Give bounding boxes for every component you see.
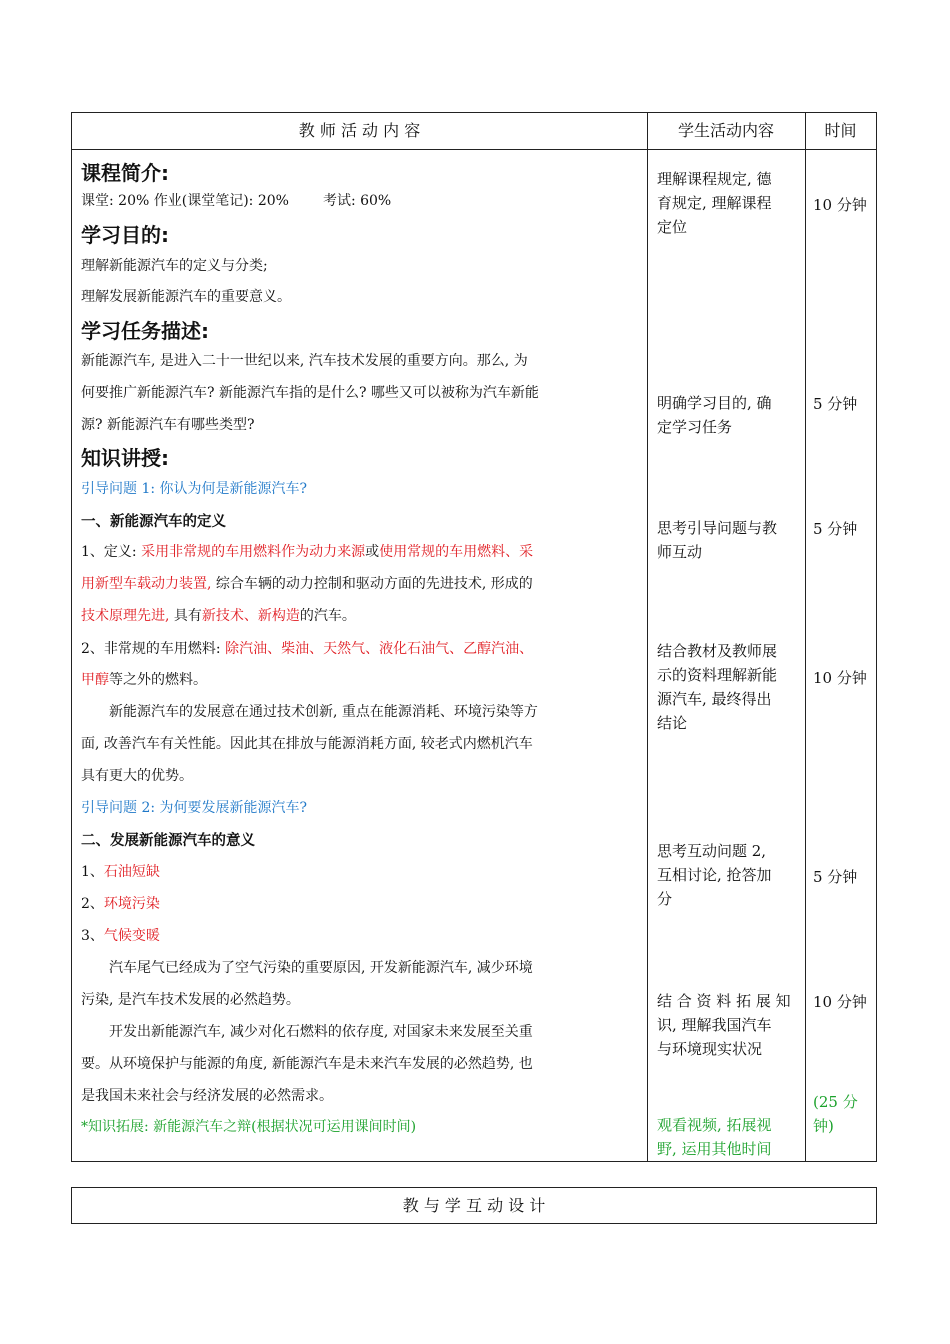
grading-a: 课堂: 20% 作业(课堂笔记): 20%	[81, 193, 289, 209]
grading-line	[81, 191, 391, 211]
heading-goal: 学习目的:	[81, 223, 169, 247]
student-line: 野, 运用其他时间	[657, 1140, 772, 1158]
student-activity-4	[657, 639, 802, 735]
para-3-line-1: 开发出新能源汽车, 减少对化石燃料的依存度, 对国家未来发展至关重	[109, 1024, 533, 1040]
reason-3	[81, 926, 160, 946]
header-time: 时间	[824, 121, 857, 140]
fuel-red-2: 甲醇	[81, 672, 109, 688]
time-7	[813, 1090, 858, 1138]
def-has: 具有	[169, 608, 202, 624]
fuel-line-2	[81, 670, 207, 690]
guide-question-2: 引导问题 2: 为何要发展新能源汽车?	[81, 800, 308, 816]
task-line-1: 新能源汽车, 是进入二十一世纪以来, 汽车技术发展的重要方向。那么, 为	[81, 353, 528, 369]
time-2: 5 分钟	[813, 395, 858, 413]
heading-task: 学习任务描述:	[81, 319, 209, 343]
col-divider	[647, 113, 648, 1161]
student-line: 定学习任务	[657, 418, 733, 436]
student-line: 定位	[657, 218, 688, 236]
time-line: (25 分	[813, 1093, 858, 1111]
header-student: 学生活动内容	[677, 121, 774, 140]
def-red-5: 新技术、新构造	[201, 608, 300, 624]
student-line: 结 合 资 料 拓 展 知	[657, 992, 791, 1010]
time-5: 5 分钟	[813, 868, 858, 886]
goal-2: 理解发展新能源汽车的重要意义。	[81, 289, 291, 305]
col-divider	[805, 113, 806, 1161]
reason-num: 3、	[81, 928, 104, 944]
student-line: 观看视频, 拓展视	[657, 1116, 772, 1134]
heading-knowledge: 知识讲授:	[81, 446, 169, 470]
interaction-design-title: 教 与 学 互 动 设 计	[71, 1187, 877, 1224]
heading-intro: 课程简介:	[81, 161, 169, 185]
def-end: 的汽车。	[299, 608, 356, 624]
fuel-label: 2、非常规的车用燃料:	[81, 641, 226, 657]
reason-text: 气候变暖	[103, 928, 160, 944]
para-1-line-1: 新能源汽车的发展意在通过技术创新, 重点在能源消耗、环境污染等方	[109, 704, 538, 720]
student-line: 明确学习目的, 确	[657, 394, 772, 412]
para-1-line-2: 面, 改善汽车有关性能。因此其在排放与能源消耗方面, 较老式内燃机汽车	[81, 736, 533, 752]
reason-2	[81, 894, 160, 914]
student-line: 源汽车, 最终得出	[657, 690, 772, 708]
fuel-end: 等之外的燃料。	[109, 672, 207, 688]
def-red-1: 采用非常规的车用燃料作为动力来源	[141, 544, 366, 560]
student-activity-5	[657, 839, 802, 911]
fuel-line-1	[81, 639, 533, 659]
time-6: 10 分钟	[813, 993, 867, 1011]
definition-line-3	[81, 606, 356, 626]
student-line: 互相讨论, 抢答加	[657, 866, 772, 884]
section-1-title: 一、新能源汽车的定义	[81, 513, 226, 530]
lesson-table	[71, 112, 877, 1162]
student-line: 结合教材及教师展	[657, 642, 778, 660]
student-line: 师互动	[657, 543, 703, 561]
time-line: 钟)	[813, 1117, 834, 1135]
fuel-red-1: 除汽油、柴油、天然气、液化石油气、乙醇汽油、	[225, 641, 534, 657]
def-text: 综合车辆的动力控制和驱动方面的先进技术, 形成的	[211, 576, 533, 592]
student-activity-3	[657, 516, 802, 564]
guide-question-1: 引导问题 1: 你认为何是新能源汽车?	[81, 481, 308, 497]
para-3-line-2: 要。从环境保护与能源的角度, 新能源汽车是未来汽车发展的必然趋势, 也	[81, 1056, 533, 1072]
header-divider	[72, 149, 876, 150]
student-line: 结论	[657, 714, 688, 732]
student-activity-6	[657, 989, 802, 1061]
reason-1	[81, 862, 160, 882]
def-red-4: 技术原理先进,	[81, 608, 170, 624]
definition-line-1	[81, 542, 533, 562]
reason-text: 石油短缺	[103, 864, 160, 880]
student-line: 思考互动问题 2,	[657, 842, 767, 860]
def-red-2: 使用常规的车用燃料、采	[379, 544, 534, 560]
student-line: 育规定, 理解课程	[657, 194, 772, 212]
reason-num: 2、	[81, 896, 104, 912]
def-or: 或	[365, 544, 380, 560]
time-4: 10 分钟	[813, 669, 867, 687]
def-label: 1、定义:	[81, 544, 142, 560]
task-line-3: 源? 新能源汽车有哪些类型?	[81, 417, 255, 433]
time-1: 10 分钟	[813, 196, 867, 214]
time-3: 5 分钟	[813, 520, 858, 538]
student-line: 与环境现实状况	[657, 1040, 763, 1058]
para-1-line-3: 具有更大的优势。	[81, 768, 193, 784]
student-line: 思考引导问题与教	[657, 519, 778, 537]
reason-text: 环境污染	[103, 896, 160, 912]
student-line: 分	[657, 890, 673, 908]
para-2-line-2: 污染, 是汽车技术发展的必然趋势。	[81, 992, 300, 1008]
task-line-2: 何要推广新能源汽车? 新能源汽车指的是什么? 哪些又可以被称为汽车新能	[81, 385, 539, 401]
section-2-title: 二、发展新能源汽车的意义	[81, 832, 255, 849]
grading-b: 考试: 60%	[322, 193, 392, 209]
student-line: 示的资料理解新能	[657, 666, 778, 684]
student-activity-1	[657, 167, 802, 239]
para-2-line-1: 汽车尾气已经成为了空气污染的重要原因, 开发新能源汽车, 减少环境	[109, 960, 533, 976]
def-red-3: 用新型车载动力装置,	[81, 576, 212, 592]
student-activity-7	[657, 1113, 802, 1161]
student-line: 理解课程规定, 德	[657, 170, 772, 188]
student-activity-2	[657, 391, 802, 439]
knowledge-extension: *知识拓展: 新能源汽车之辩(根据状况可运用课间时间)	[81, 1119, 417, 1135]
student-line: 识, 理解我国汽车	[657, 1016, 772, 1034]
goal-1: 理解新能源汽车的定义与分类;	[81, 258, 268, 274]
para-3-line-3: 是我国未来社会与经济发展的必然需求。	[81, 1088, 333, 1104]
definition-line-2	[81, 574, 533, 594]
reason-num: 1、	[81, 864, 104, 880]
header-teacher: 教 师 活 动 内 容	[298, 121, 421, 140]
